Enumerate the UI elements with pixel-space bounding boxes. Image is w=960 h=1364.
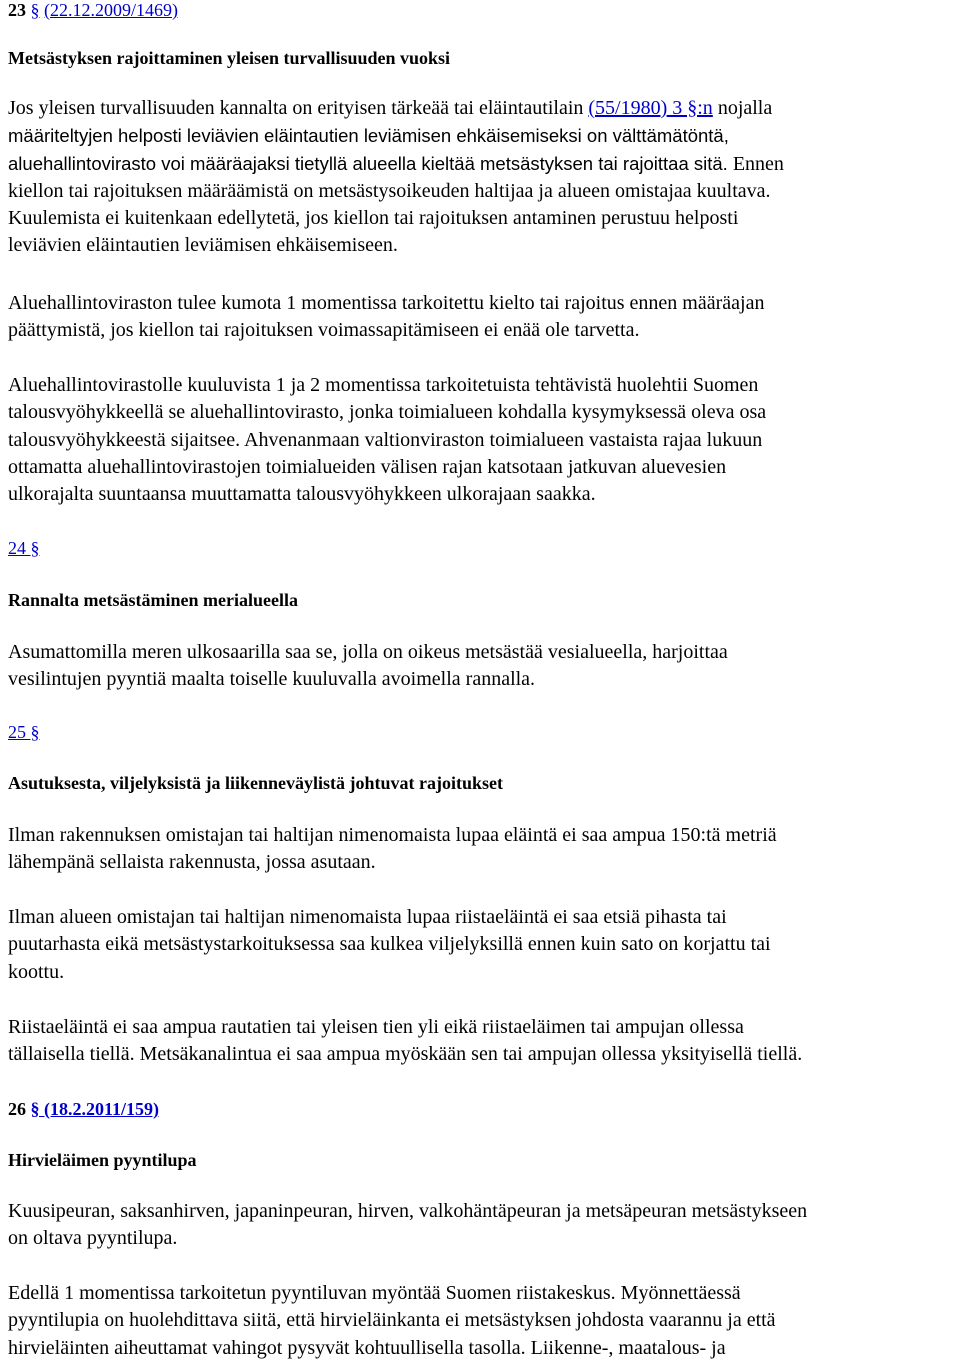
text-segment: nojalla [712, 97, 773, 119]
text-line: vesilintujen pyyntiä maalta toiselle kuuluvalla avoimella rannalla. [8, 668, 536, 691]
section-23-paragraph-3 [8, 372, 766, 508]
text-line: ottamatta aluehallintovirastojen toimialueiden välisen rajan katsotaan jatkuvan aluevesien [8, 455, 727, 478]
text-line: Asumattomilla meren ulkosaarilla saa se, jolla on oikeus metsästää vesialueella, harjoittaa [8, 641, 728, 663]
text-line: Aluehallintoviraston tulee kumota 1 momentissa tarkoitettu kielto tai rajoitus ennen määräajan [8, 292, 765, 314]
text-line [8, 150, 784, 178]
section-25-title: Asutuksesta, viljelyksistä ja liikenneväylistä johtuvat rajoitukset [8, 773, 504, 793]
text-line: talousvyöhykkeellä se aluehallintovirasto, jonka toimialueen kohdalla kysymyksessä oleva osa [8, 401, 767, 424]
text-line: määriteltyjen helposti leviävien eläintautien leviämisen ehkäisemiseksi on välttämätöntä, [8, 125, 729, 147]
text-segment: Jos yleisen turvallisuuden kannalta on erityisen tärkeää tai eläintautilain [8, 97, 589, 119]
section-25-paragraph-1 [8, 822, 777, 877]
text-line: Kuusipeuran, saksanhirven, japaninpeuran, hirven, valkohäntäpeuran ja metsäpeuran metsästykseen [8, 1200, 808, 1222]
section-24-link[interactable]: 24 § [8, 538, 40, 558]
section-25-link[interactable]: 25 § [8, 722, 40, 742]
section-25-paragraph-3 [8, 1014, 802, 1069]
section-25-heading [8, 722, 40, 742]
text-line: Edellä 1 momentissa tarkoitetun pyyntiluvan myöntää Suomen riistakeskus. Myönnettäessä [8, 1282, 741, 1304]
section-26-heading [8, 1099, 159, 1119]
section-25-paragraph-2 [8, 904, 771, 986]
text-line: pyyntilupia on huolehdittava siitä, että hirvieläinkanta ei metsästyksen johdosta vaarannu ja että [8, 1309, 776, 1332]
text-line: Ilman alueen omistajan tai haltijan nimenomaista lupaa riistaeläintä ei saa etsiä pihasta tai [8, 906, 727, 928]
section-26-number: 26 [8, 1099, 26, 1119]
text-line: lähempänä sellaista rakennusta, jossa asutaan. [8, 851, 376, 874]
text-line: puutarhasta eikä metsästystarkoituksessa saa kulkea viljelyksillä ennen kuin sato on korjattu tai [8, 933, 771, 956]
text-line: on oltava pyyntilupa. [8, 1227, 178, 1250]
text-line: tällaisella tiellä. Metsäkanalintua ei saa ampua myöskään sen tai ampujan ollessa yksityisellä tiellä. [8, 1043, 803, 1066]
section-23-amendment-link[interactable]: (22.12.2009/1469) [44, 0, 178, 20]
text-line: Aluehallintovirastolle kuuluvista 1 ja 2 momentissa tarkoitetuista tehtävistä huolehtii Suomen [8, 374, 759, 396]
section-23-sign-link[interactable]: § [30, 0, 40, 20]
text-line: leviävien eläintautien leviämisen ehkäisemiseen. [8, 234, 398, 257]
section-26-amendment-link[interactable]: § (18.2.2011/159) [30, 1099, 159, 1119]
section-23-paragraph-1 [8, 95, 784, 260]
text-line [8, 95, 784, 122]
text-line: Riistaeläintä ei saa ampua rautatien tai yleisen tien yli eikä riistaeläimen tai ampujan ollessa [8, 1016, 744, 1038]
text-segment: aluehallintovirasto voi määräajaksi tietyllä alueella kieltää metsästyksen tai rajoittaa sitä. [8, 152, 728, 174]
section-26-paragraph-2 [8, 1280, 776, 1362]
section-26-title: Hirvieläimen pyyntilupa [8, 1150, 197, 1170]
section-24-paragraph-1 [8, 639, 728, 694]
section-23-number: 23 [8, 0, 26, 20]
section-23-paragraph-2 [8, 290, 764, 345]
text-line: Ilman rakennuksen omistajan tai haltijan nimenomaista lupaa eläintä ei saa ampua 150:tä metriä [8, 824, 777, 846]
text-line: hirvieläinten aiheuttamat vahingot pysyvät kohtuullisella tasolla. Liikenne-, maatalous- ja [8, 1336, 726, 1359]
section-23-title: Metsästyksen rajoittaminen yleisen turvallisuuden vuoksi [8, 48, 451, 68]
text-line: päättymistä, jos kiellon tai rajoituksen voimassapitämiseen ei enää ole tarvetta. [8, 319, 640, 342]
text-line: Kuulemista ei kuitenkaan edellytetä, jos kiellon tai rajoituksen antaminen perustuu helposti [8, 207, 739, 230]
section-24-title: Rannalta metsästäminen merialueella [8, 590, 298, 610]
section-23-heading [8, 0, 178, 20]
law-reference-link[interactable]: (55/1980) 3 §:n [588, 97, 713, 119]
text-line: koottu. [8, 960, 65, 983]
text-line: talousvyöhykkeestä sijaitsee. Ahvenanmaan valtionviraston toimialueen vastaista rajaa lukuun [8, 428, 763, 451]
text-segment: Ennen [727, 152, 784, 175]
text-line: ulkorajalta suuntaansa muuttamatta talousvyöhykkeen ulkorajaan saakka. [8, 483, 596, 506]
section-26-paragraph-1 [8, 1198, 807, 1253]
text-line: kiellon tai rajoituksen määräämistä on metsästysoikeuden haltijaa ja alueen omistajaa kuultava. [8, 179, 771, 202]
section-24-heading [8, 538, 40, 558]
